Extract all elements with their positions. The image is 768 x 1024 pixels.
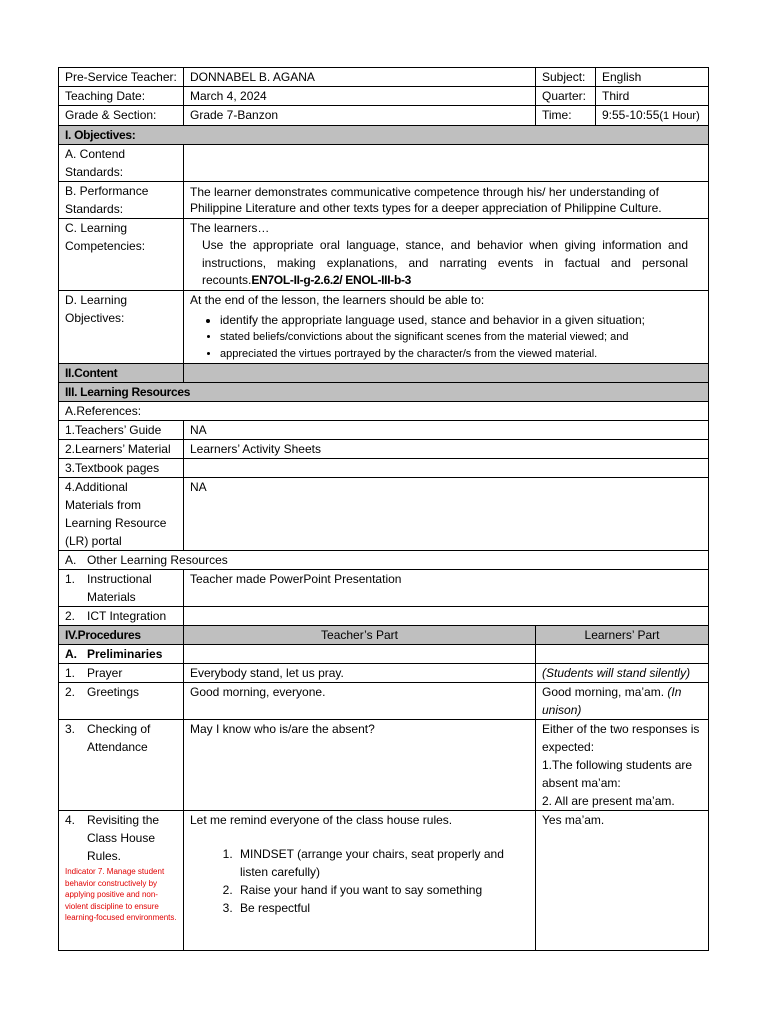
greetings-learner-cell — [536, 683, 709, 720]
greetings-learner-note: (In unison) — [542, 685, 682, 717]
performance-standards-label: B. Performance Standards: — [59, 182, 184, 219]
teachers-guide-row — [59, 421, 709, 440]
learners-material-value: Learners’ Activity Sheets — [184, 440, 709, 459]
date-label: Teaching Date: — [59, 87, 184, 106]
greetings-teacher: Good morning, everyone. — [184, 683, 536, 720]
ict-label: ICT Integration — [87, 609, 167, 623]
prayer-num: 1. — [65, 666, 76, 680]
content-section-row — [59, 364, 709, 383]
prayer-teacher: Everybody stand, let us pray. — [184, 664, 536, 683]
preliminaries-num: A. — [65, 647, 77, 661]
preliminaries-cell — [59, 645, 184, 664]
competencies-body — [190, 237, 702, 290]
other-resources-num: A. — [65, 553, 77, 567]
prayer-label-cell — [59, 664, 184, 683]
teachers-guide-value: NA — [184, 421, 709, 440]
teacher-label: Pre-Service Teacher: — [59, 68, 184, 87]
teacher-row — [59, 68, 709, 87]
grade-row — [59, 106, 709, 126]
prayer-row — [59, 664, 709, 683]
instructional-materials-label: Instructional Materials — [87, 572, 152, 604]
objective-item: • appreciated the virtues portrayed by the character/s from the viewed material. — [220, 346, 702, 363]
resources-title: III. Learning Resources — [59, 383, 709, 402]
learning-objectives-cell — [184, 291, 709, 364]
attendance-label-cell — [59, 720, 184, 811]
learning-objectives-label: D. Learning Objectives: — [59, 291, 184, 364]
house-rule-item: 3. Be respectful — [236, 899, 529, 917]
attendance-num: 3. — [65, 722, 76, 736]
references-row — [59, 402, 709, 421]
prayer-label: Prayer — [87, 666, 123, 680]
attendance-teacher: May I know who is/are the absent? — [184, 720, 536, 811]
other-resources-row — [59, 551, 709, 570]
learners-material-row — [59, 440, 709, 459]
indicator-note: Indicator 7. Manage student behavior constructively by applying positive and non-violent discipline to ensure learning-focused environments. — [65, 867, 177, 922]
preliminaries-learner — [536, 645, 709, 664]
competencies-cell — [184, 219, 709, 291]
competencies-text: Use the appropriate oral language, stance, and behavior when giving information and instructions, making explanations, and narrating events in factual and personal recounts. — [202, 238, 688, 287]
ict-label-cell — [59, 607, 184, 626]
objectives-title: I. Objectives: — [59, 126, 709, 145]
house-rules-learner: Yes ma’am. — [536, 811, 709, 951]
subject-value: English — [596, 68, 709, 87]
lesson-plan-table — [58, 67, 709, 951]
additional-materials-row — [59, 478, 709, 551]
ict-row — [59, 607, 709, 626]
learners-material-label: 2.Learners’ Material — [59, 440, 184, 459]
grade-label: Grade & Section: — [59, 106, 184, 126]
instructional-materials-row — [59, 570, 709, 607]
subject-label: Subject: — [536, 68, 596, 87]
objectives-section-row — [59, 126, 709, 145]
instructional-materials-label-cell — [59, 570, 184, 607]
time-value: 9:55-10:55 — [602, 108, 660, 122]
date-value: March 4, 2024 — [184, 87, 536, 106]
objective-item: • identify the appropriate language used, stance and behavior in a given situation; — [220, 312, 702, 329]
attendance-label: Checking of Attendance — [87, 722, 151, 754]
house-rules-num: 4. — [65, 813, 76, 827]
greetings-label: Greetings — [87, 685, 140, 699]
time-note: (1 Hour) — [659, 110, 700, 122]
time-value-cell — [596, 106, 709, 126]
textbook-value — [184, 459, 709, 478]
greetings-num: 2. — [65, 685, 76, 699]
preliminaries-teacher — [184, 645, 536, 664]
time-label: Time: — [536, 106, 596, 126]
performance-standards-row — [59, 182, 709, 219]
competencies-code: EN7OL-II-g-2.6.2/ ENOL-III-b-3 — [251, 273, 412, 287]
attendance-row — [59, 720, 709, 811]
house-rule-item: 2. Raise your hand if you want to say something — [236, 881, 529, 899]
references-label: A.References: — [59, 402, 709, 421]
attendance-learner-cell — [536, 720, 709, 811]
house-rule-item: 1. MINDSET (arrange your chairs, seat properly and listen carefully) — [236, 845, 529, 881]
additional-materials-value: NA — [184, 478, 709, 551]
greetings-label-cell — [59, 683, 184, 720]
content-standards-row — [59, 145, 709, 182]
teacher-value: DONNABEL B. AGANA — [184, 68, 536, 87]
preliminaries-row — [59, 645, 709, 664]
greetings-learner: Good morning, ma’am. — [542, 685, 665, 699]
teachers-guide-label: 1.Teachers’ Guide — [59, 421, 184, 440]
lesson-plan-document — [58, 67, 708, 951]
performance-standards-value: The learner demonstrates communicative competence through his/ her understanding of Philippine Literature and other texts types for a deeper appreciation of Philippine Culture. — [184, 182, 709, 219]
competencies-intro: The learners… — [190, 221, 270, 235]
grade-value: Grade 7-Banzon — [184, 106, 536, 126]
house-rules-row — [59, 811, 709, 951]
content-standards-label: A. Contend Standards: — [59, 145, 184, 182]
objective-item: • stated beliefs/convictions about the significant scenes from the material viewed; and — [220, 329, 702, 346]
preliminaries-label: Preliminaries — [87, 647, 163, 661]
other-resources-cell — [59, 551, 709, 570]
content-value — [184, 364, 709, 383]
textbook-label: 3.Textbook pages — [59, 459, 184, 478]
house-rules-list — [190, 845, 529, 917]
instructional-materials-value: Teacher made PowerPoint Presentation — [184, 570, 709, 607]
house-rules-teacher-cell — [184, 811, 536, 951]
learning-objectives-row — [59, 291, 709, 364]
ict-num: 2. — [65, 609, 76, 623]
house-rules-teacher-intro: Let me remind everyone of the class house rules. — [190, 813, 453, 827]
procedures-title: IV.Procedures — [59, 626, 184, 645]
quarter-label: Quarter: — [536, 87, 596, 106]
date-row — [59, 87, 709, 106]
competencies-row — [59, 219, 709, 291]
attendance-learner-intro: Either of the two responses is expected: — [542, 722, 700, 754]
content-title: II.Content — [59, 364, 184, 383]
procedures-section-row — [59, 626, 709, 645]
textbook-row — [59, 459, 709, 478]
learning-objectives-list — [190, 312, 702, 363]
attendance-learner-option-1: 1.The following students are absent ma’am: — [542, 758, 693, 790]
instructional-materials-num: 1. — [65, 572, 76, 586]
learning-objectives-intro: At the end of the lesson, the learners should be able to: — [190, 293, 485, 307]
competencies-label: C. Learning Competencies: — [59, 219, 184, 291]
ict-value — [184, 607, 709, 626]
additional-materials-label: 4.Additional Materials from Learning Resource (LR) portal — [59, 478, 184, 551]
resources-section-row — [59, 383, 709, 402]
house-rules-label: Revisiting the Class House Rules. — [87, 813, 160, 863]
quarter-value: Third — [596, 87, 709, 106]
prayer-learner: (Students will stand silently) — [536, 664, 709, 683]
content-standards-value — [184, 145, 709, 182]
attendance-learner-option-2: 2. All are present ma’am. — [542, 794, 675, 808]
greetings-row — [59, 683, 709, 720]
house-rules-label-cell — [59, 811, 184, 951]
teacher-part-header: Teacher’s Part — [184, 626, 536, 645]
other-resources-label: Other Learning Resources — [87, 553, 228, 567]
learner-part-header: Learners’ Part — [536, 626, 709, 645]
